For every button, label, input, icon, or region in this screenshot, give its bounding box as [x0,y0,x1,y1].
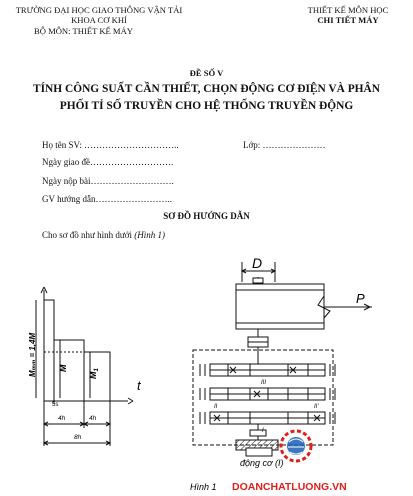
exam-title-line2: PHỐI TỈ SỐ TRUYỀN CHO HỆ THỐNG TRUYỀN ĐỘNG [59,100,354,112]
label-4h-1: 4h [58,415,66,422]
label-t: t [137,378,141,393]
faculty-name: KHOA CƠ KHÍ [71,15,127,25]
submitted-date-field: Ngày nộp bài………………………. [42,176,174,186]
figure-caption: Hình 1 [190,482,217,492]
course-type: THIẾT KẾ MÔN HỌC [307,5,389,15]
label-4h-2: 4h [89,415,97,422]
section-intro-ref: (Hình 1) [134,230,166,240]
label-d: D [252,255,263,271]
label-shaft-iii: III [261,380,267,386]
label-mmm: Mₘₘ = 1,4M [28,332,37,377]
exam-number: ĐỀ SỐ V [189,68,224,78]
label-p: P [356,291,365,306]
motor [246,448,272,456]
exam-title-line1: TÍNH CÔNG SUẤT CẦN THIẾT, CHỌN ĐỘNG CƠ ĐIỆN VÀ PHÂN [33,83,380,95]
label-5s: 5s [52,402,59,408]
load-graph [36,287,133,446]
motor-label-text: động cơ [240,458,273,468]
advisor-field: GV hướng dẫn…………………….. [42,194,172,204]
label-8h: 8h [74,434,82,441]
watermark-logo [281,431,311,461]
course-name: CHI TIẾT MÁY [317,15,379,25]
label-m: M [58,364,68,372]
label-shaft-i: I [262,428,264,434]
department-name: BỘ MÔN: THIẾT KẾ MÁY [34,26,133,36]
student-name-field: Họ tên SV: ………………………….. [42,140,179,150]
section-intro-text: Cho sơ đồ như hình dưới [42,230,133,240]
motor-label-roman: (I) [274,458,284,468]
school-name: TRƯỜNG ĐẠI HỌC GIAO THÔNG VẬN TẢI [15,5,183,15]
label-m1-main: M [88,371,98,379]
assigned-date-field: Ngày giao đề………………………. [42,157,174,167]
class-field: Lớp: ………………… [243,140,326,150]
drive-schematic [193,262,372,456]
label-motor [240,458,283,468]
watermark-text: DOANCHATLUONG.VN [232,481,347,493]
label-shaft-ii-prime: II' [314,404,319,410]
conveyor-drum [236,284,324,329]
label-shaft-ii: II [214,404,218,410]
label-m1-sub: 1 [94,368,100,372]
section-title: SƠ ĐỒ HƯỚNG DẪN [163,211,250,221]
